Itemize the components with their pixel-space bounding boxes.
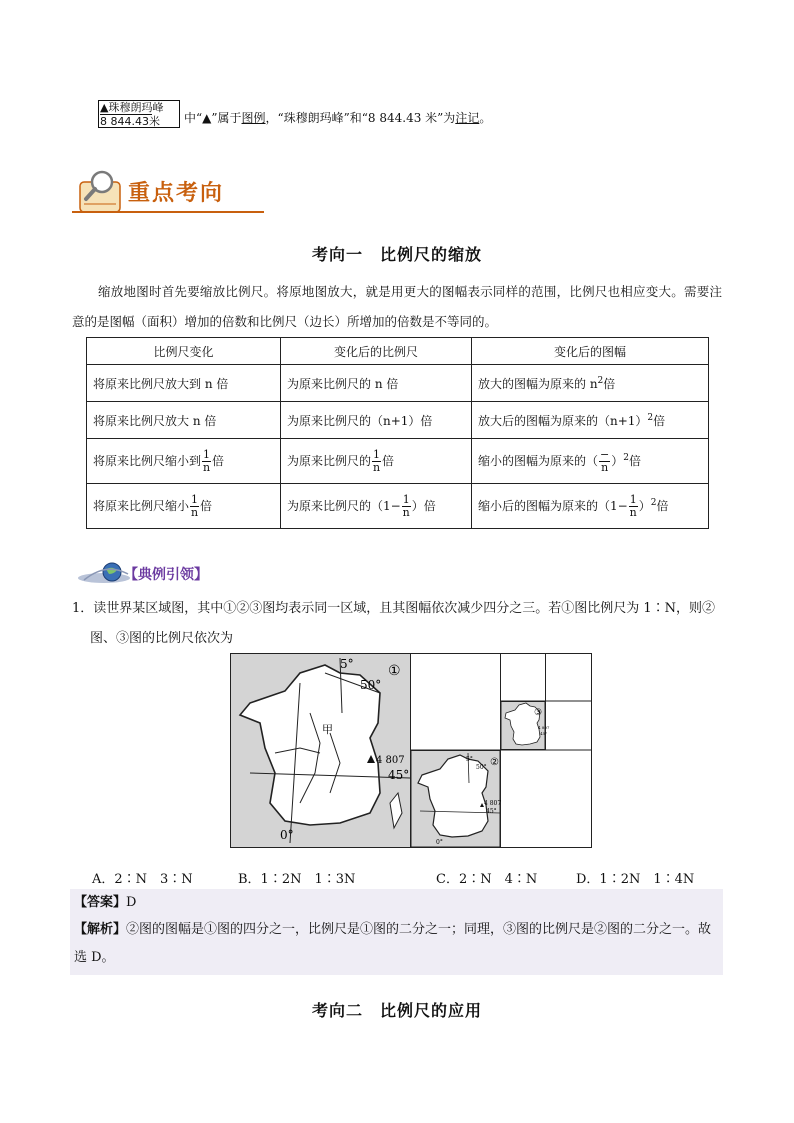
table-cell: 缩小的图幅为原来的（ $\frac{-}{n}$ ）$^2$倍: [472, 439, 709, 484]
map2-label-0: 0°: [436, 839, 443, 846]
map3-label-peak: 4 807: [538, 725, 550, 730]
legend-text-pre: 中“▲”属于: [184, 111, 242, 125]
map2-circle2: ②: [490, 757, 499, 768]
table-cell: 为原来比例尺的（n+1）倍: [281, 402, 472, 439]
answer-options: [92, 868, 732, 886]
table-cell: 为原来比例尺的（1− $\frac{1}{n}$ ）倍: [281, 484, 472, 529]
map1-label-45: 45°: [388, 768, 410, 782]
answer-line: [74, 891, 136, 910]
example-title: 【典例引领】: [124, 567, 208, 583]
legend-text-end: 。: [479, 111, 492, 125]
map2-label-5: 5°: [466, 756, 473, 763]
table-cell: 放大的图幅为原来的 $n^2$倍: [472, 365, 709, 402]
table-header: 变化后的比例尺: [281, 338, 472, 365]
answer-value: D: [126, 895, 137, 910]
table-cell: 将原来比例尺放大 n 倍: [87, 402, 281, 439]
table-cell: 将原来比例尺缩小 $\frac{1}{n}$ 倍: [87, 484, 281, 529]
map3-circle3: ③: [534, 708, 543, 718]
map1-label-0: 0°: [280, 828, 294, 842]
map2-label-45: 45°: [486, 808, 497, 815]
table-cell: 为原来比例尺的 $\frac{1}{n}$ 倍: [281, 439, 472, 484]
question-text: 1．读世界某区域图，其中①②③图均表示同一区域，且其图幅依次减少四分之三。若①图比例尺为 1∶N，则②图、③图的比例尺依次为: [72, 601, 716, 646]
table-cell: 为原来比例尺的 n 倍: [281, 365, 472, 402]
map2-label-50: 50°: [476, 764, 487, 771]
legend-sample-line2: 8 844.43米: [100, 115, 160, 128]
table-row: [87, 402, 709, 439]
table-cell: 将原来比例尺放大到 n 倍: [87, 365, 281, 402]
france-map-figure: [230, 653, 592, 848]
analysis-body: ②图的图幅是①图的四分之一，比例尺是①图的二分之一；同理，③图的比例尺是②图的二分之一。故选 D。: [74, 922, 712, 965]
option-b[interactable]: B．1∶2N 1∶3N: [238, 872, 356, 887]
section1-paragraph: 缩放地图时首先要缩放比例尺。将原地图放大，就是用更大的图幅表示同样的范围，比例尺也相应变大。需要注意的是图幅（面积）增加的倍数和比例尺（边长）所增加的倍数是不等同的。: [72, 284, 722, 329]
analysis-label: 【解析】: [74, 922, 127, 937]
table-cell: 放大后的图幅为原来的$(n+1)^2$倍: [472, 402, 709, 439]
analysis-text: [74, 916, 720, 972]
map1-label-50: 50°: [360, 678, 382, 692]
table-row: [87, 484, 709, 529]
map1-circle1: ①: [388, 663, 401, 679]
table-row: [87, 365, 709, 402]
option-c[interactable]: C．2∶N 4∶N: [436, 872, 538, 887]
banner-underline: [72, 211, 264, 213]
table-row: [87, 439, 709, 484]
legend-term-tuli: 图例: [241, 111, 266, 125]
map2-label-peak: 4 807: [484, 800, 502, 807]
legend-explanation: [184, 109, 491, 126]
section2-title: 考向二 比例尺的应用: [311, 1001, 482, 1020]
table-header: 变化后的图幅: [472, 338, 709, 365]
option-d[interactable]: D．1∶2N 1∶4N: [576, 872, 695, 887]
legend-term-zhuji: 注记: [455, 111, 480, 125]
section1-title: 考向一 比例尺的缩放: [311, 245, 482, 264]
legend-sample-line1: ▲珠穆朗玛峰: [100, 101, 164, 114]
table-header: 比例尺变化: [87, 338, 281, 365]
legend-sample-box: [98, 100, 180, 128]
map1-label-jia: 甲: [322, 723, 333, 736]
answer-label: 【答案】: [74, 895, 127, 910]
table-cell: 缩小后的图幅为原来的（1− $\frac{1}{n}$ ）$^2$倍: [472, 484, 709, 529]
scale-table: [86, 337, 709, 529]
option-a[interactable]: A．2∶N 3∶N: [92, 872, 193, 887]
table-cell: 将原来比例尺缩小到 $\frac{1}{n}$ 倍: [87, 439, 281, 484]
map3-label-45: 45°: [540, 731, 548, 736]
map1-label-5: 5°: [340, 657, 354, 671]
map1-label-peak: 4 807: [376, 755, 405, 766]
legend-text-mid: ，“珠穆朗玛峰”和“8 844.43 米”为: [265, 111, 456, 125]
banner-title: 重点考向: [128, 181, 225, 206]
